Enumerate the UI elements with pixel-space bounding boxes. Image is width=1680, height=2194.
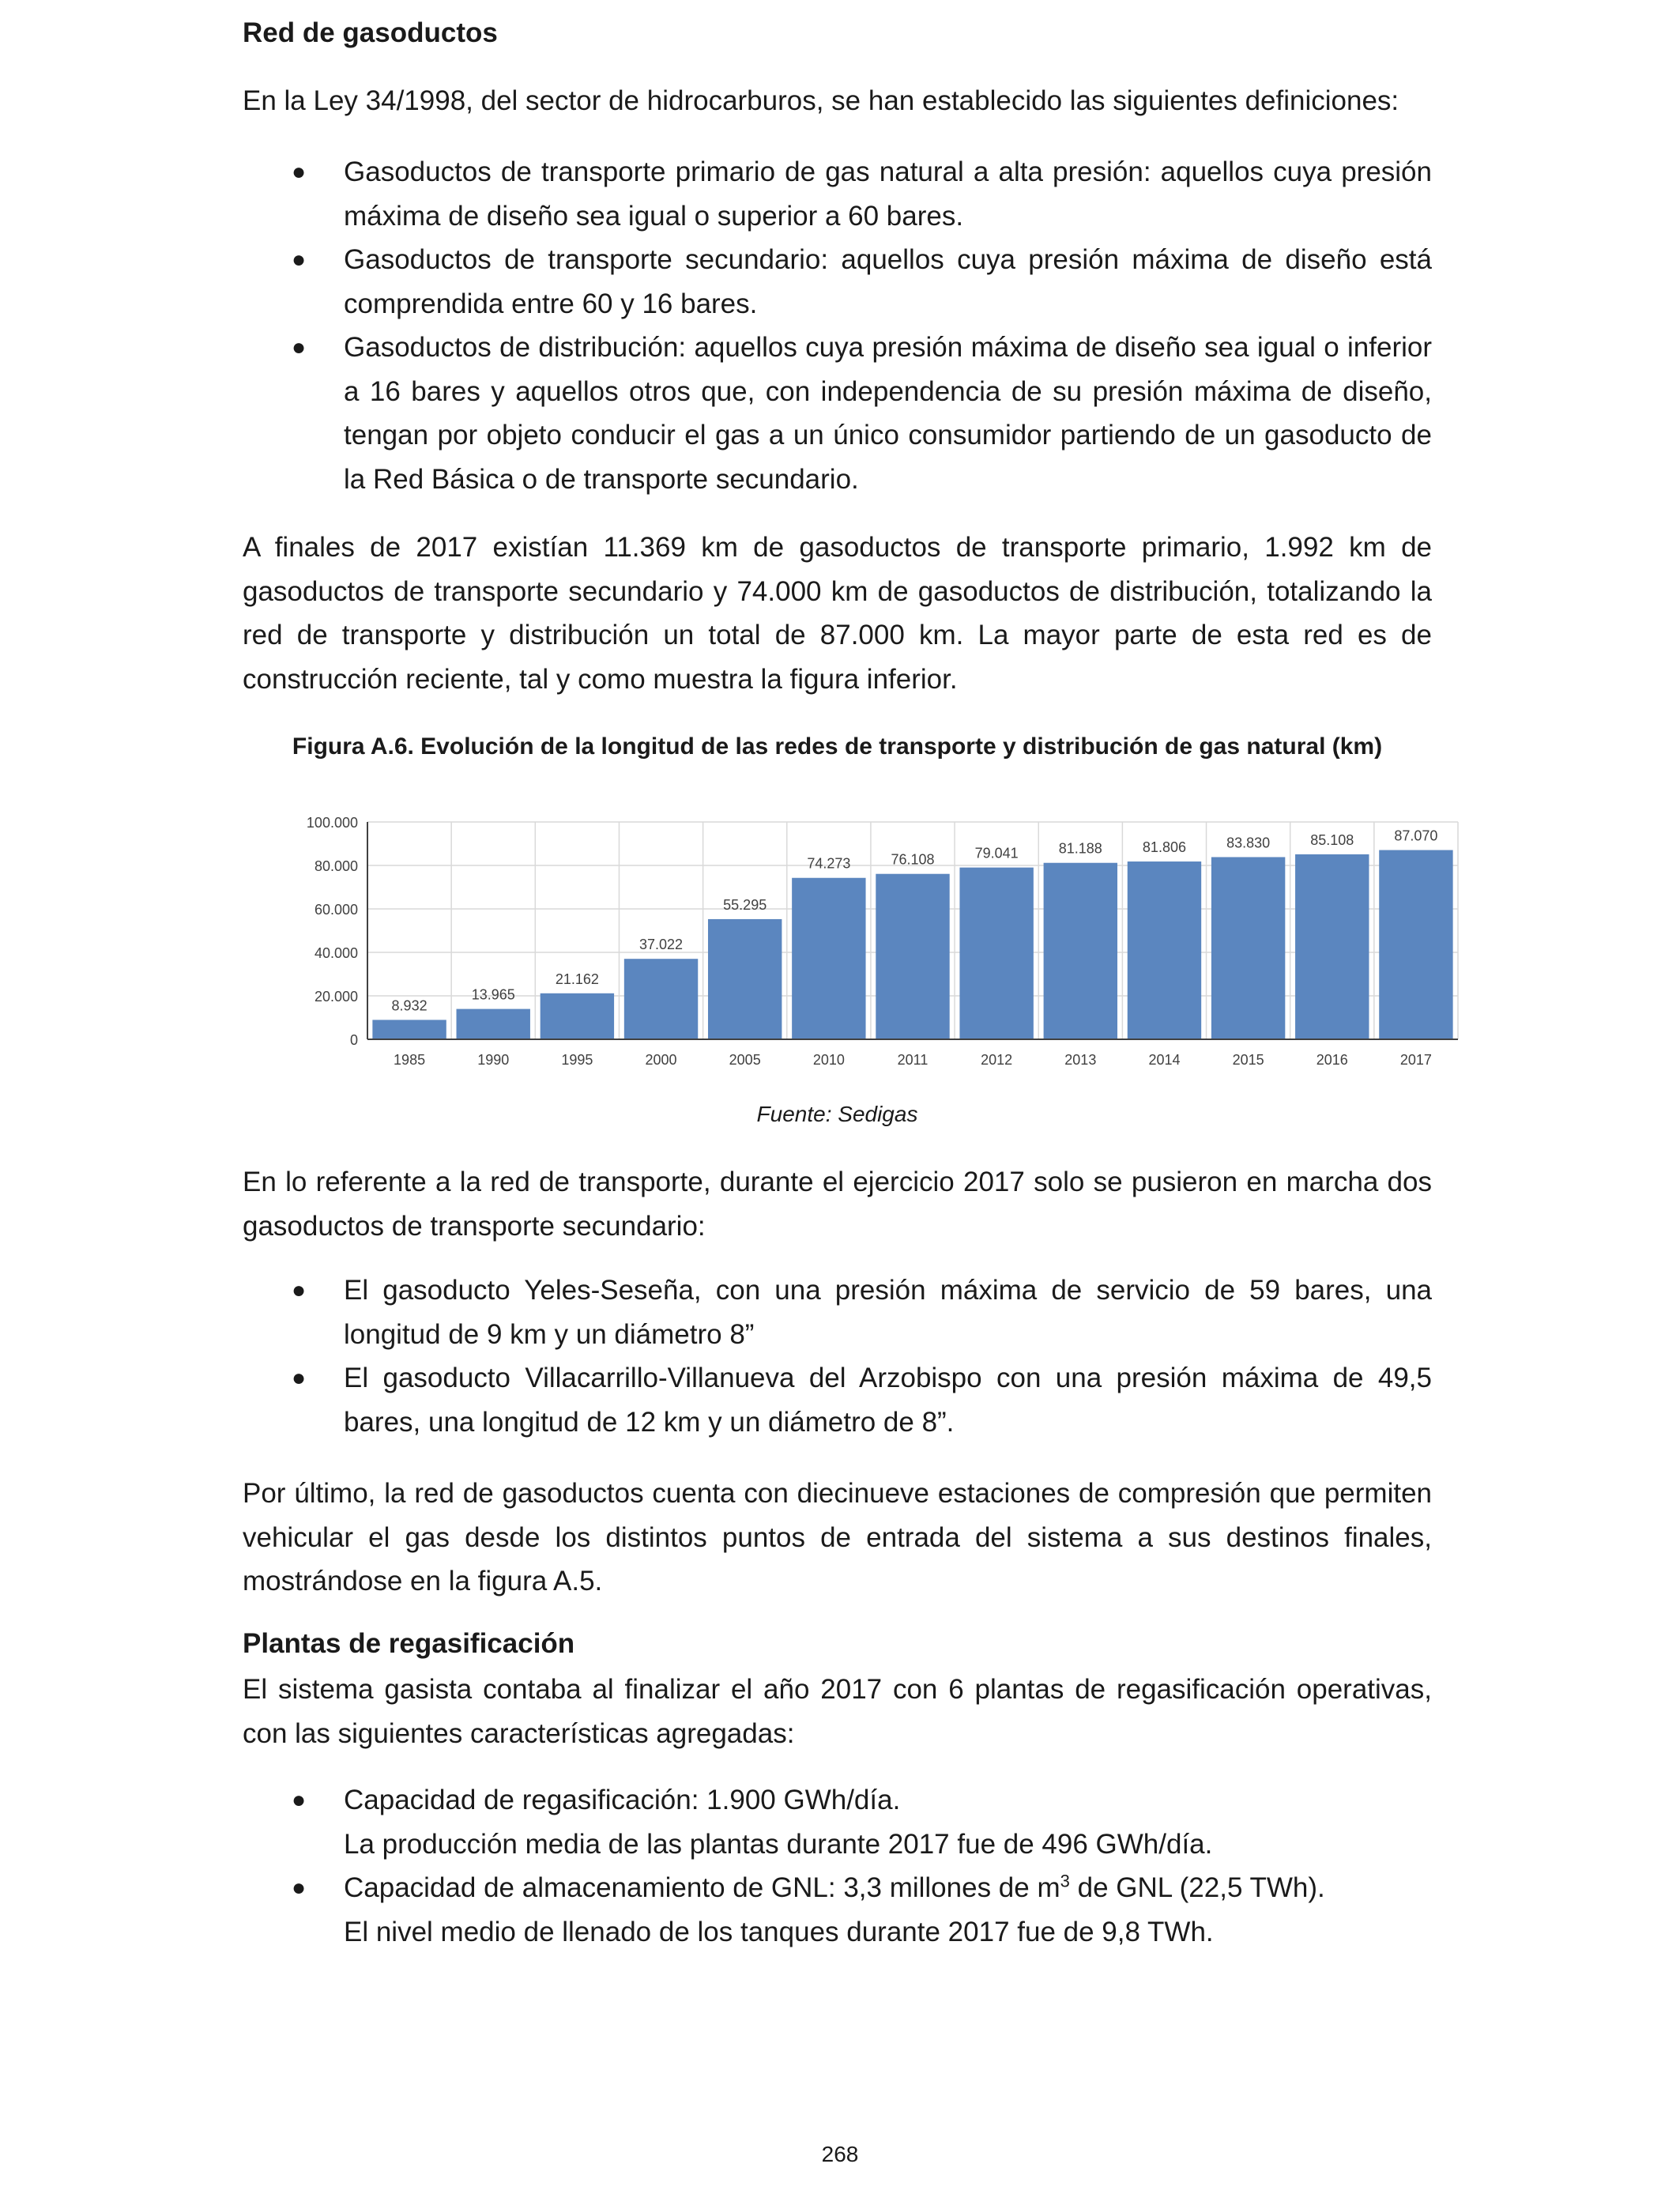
bar-value-label: 21.162 bbox=[555, 971, 599, 987]
x-tick-label: 2010 bbox=[812, 1052, 845, 1068]
bar-value-label: 76.108 bbox=[891, 851, 935, 868]
bullet-icon: ● bbox=[292, 1365, 307, 1391]
x-tick-label: 2015 bbox=[1232, 1052, 1264, 1068]
y-tick-label: 0 bbox=[349, 1032, 358, 1048]
bullet-icon: ● bbox=[292, 1787, 307, 1813]
regasification-list bbox=[243, 1778, 1432, 1954]
bar-1990 bbox=[457, 1009, 530, 1039]
y-tick-label: 20.000 bbox=[314, 989, 358, 1005]
figure-source: Fuente: Sedigas bbox=[756, 1102, 918, 1126]
bar-value-label: 13.965 bbox=[471, 986, 515, 1003]
section-heading-regasificacion: Plantas de regasificación bbox=[243, 1628, 575, 1659]
bar-value-label: 87.070 bbox=[1394, 827, 1438, 844]
bar-value-label: 85.108 bbox=[1310, 831, 1354, 848]
x-tick-label: 1985 bbox=[394, 1052, 426, 1068]
bar-2016 bbox=[1295, 854, 1369, 1039]
bullet-icon: ● bbox=[292, 1875, 307, 1901]
list-item: ● El gasoducto Villacarrillo-Villanueva del Arzobispo con una presión máxima de 49,5 bares, una longitud de 12 km y un diámetro de 8”. bbox=[243, 1356, 1432, 1444]
bar-chart bbox=[284, 806, 1470, 1083]
y-tick-label: 40.000 bbox=[314, 945, 358, 961]
bar-1995 bbox=[541, 993, 614, 1039]
y-tick-label: 60.000 bbox=[314, 902, 358, 918]
bar-2015 bbox=[1211, 857, 1285, 1039]
bar-value-label: 74.273 bbox=[807, 855, 851, 872]
compression-paragraph: Por último, la red de gasoductos cuenta con diecinueve estaciones de compresión que permiten vehicular el gas desde los distintos puntos de entrada del sistema a sus destinos finales, mostrándose en la figura A.5. bbox=[243, 1478, 1432, 1596]
bar-2010 bbox=[792, 878, 865, 1039]
figure-caption: Figura A.6. Evolución de la longitud de las redes de transporte y distribución de gas natural (km) bbox=[292, 733, 1383, 760]
bar-2012 bbox=[959, 868, 1033, 1039]
bar-value-label: 81.188 bbox=[1058, 840, 1102, 857]
list-item: ● El gasoducto Yeles-Seseña, con una presión máxima de servicio de 59 bares, una longitud de 9 km y un diámetro 8” bbox=[243, 1269, 1432, 1356]
bar-2013 bbox=[1044, 863, 1117, 1039]
y-tick-label: 100.000 bbox=[306, 815, 358, 831]
bar-value-label: 37.022 bbox=[639, 937, 684, 953]
list-item: ● Capacidad de almacenamiento de GNL: 3,3 millones de $m^3$ de GNL (22,5 TWh). El nivel medio de llenado de los tanques durante 2017 fue de 9,8 TWh. bbox=[243, 1866, 1432, 1954]
bar-value-label: 83.830 bbox=[1226, 835, 1271, 851]
bar-value-label: 81.806 bbox=[1142, 839, 1186, 856]
definitions-list bbox=[243, 150, 1432, 501]
x-tick-label: 2012 bbox=[981, 1052, 1013, 1068]
regasification-intro: El sistema gasista contaba al finalizar el año 2017 con 6 plantas de regasificación operativas, con las siguientes características agregadas: bbox=[243, 1674, 1432, 1749]
pipelines-list bbox=[243, 1269, 1432, 1444]
bar-value-label: 79.041 bbox=[974, 845, 1019, 861]
y-tick-label: 80.000 bbox=[314, 858, 358, 874]
chart-bars bbox=[372, 850, 1452, 1039]
network-summary-paragraph: A finales de 2017 existían 11.369 km de gasoductos de transporte primario, 1.992 km de gasoductos de transporte secundario y 74.000 km de gasoductos de distribución, totalizando la red de transporte y distribución un total de 87.000 km. La mayor parte de esta red es de construcción reciente, tal y como muestra la figura inferior. bbox=[243, 532, 1432, 695]
list-item: ● Gasoductos de transporte primario de gas natural a alta presión: aquellos cuya presión máxima de diseño sea igual o superior a 60 bares. bbox=[243, 150, 1432, 238]
bullet-icon: ● bbox=[292, 247, 307, 273]
list-item: ● Capacidad de regasificación: 1.900 GWh/día. La producción media de las plantas durante 2017 fue de 496 GWh/día. bbox=[243, 1778, 1432, 1866]
section-heading-gasoductos: Red de gasoductos bbox=[243, 17, 498, 48]
x-tick-label: 2005 bbox=[729, 1052, 761, 1068]
x-tick-label: 2000 bbox=[645, 1052, 677, 1068]
x-tick-label: 2017 bbox=[1399, 1052, 1432, 1068]
list-item: ● Gasoductos de transporte secundario: aquellos cuya presión máxima de diseño está comprendida entre 60 y 16 bares. bbox=[243, 238, 1432, 326]
bullet-icon: ● bbox=[292, 334, 307, 360]
bar-value-label: 8.932 bbox=[391, 997, 428, 1014]
bullet-icon: ● bbox=[292, 1277, 307, 1303]
page-number: 268 bbox=[821, 2142, 859, 2166]
bar-2011 bbox=[876, 874, 949, 1039]
bar-2005 bbox=[708, 919, 782, 1039]
list-item: ● Gasoductos de distribución: aquellos cuya presión máxima de diseño sea igual o inferior a 16 bares y aquellos otros que, con independencia de su presión máxima de diseño, tengan por objeto conducir el gas a un único consumidor partiendo de un gasoducto de la Red Básica o de transporte secundario. bbox=[243, 326, 1432, 501]
x-tick-label: 2011 bbox=[897, 1052, 929, 1068]
x-tick-label: 2013 bbox=[1064, 1052, 1097, 1068]
x-tick-label: 2016 bbox=[1316, 1052, 1348, 1068]
bar-2017 bbox=[1379, 850, 1452, 1039]
bar-value-label: 55.295 bbox=[723, 896, 767, 913]
intro-paragraph: En la Ley 34/1998, del sector de hidrocarburos, se han establecido las siguientes definiciones: bbox=[243, 85, 1399, 116]
x-tick-label: 1990 bbox=[477, 1052, 510, 1068]
transport-paragraph: En lo referente a la red de transporte, durante el ejercicio 2017 solo se pusieron en marcha dos gasoductos de transporte secundario: bbox=[243, 1167, 1432, 1242]
bar-2000 bbox=[624, 959, 698, 1039]
bar-1985 bbox=[372, 1020, 446, 1039]
x-tick-label: 1995 bbox=[561, 1052, 593, 1068]
bullet-icon: ● bbox=[292, 159, 307, 185]
x-tick-label: 2014 bbox=[1148, 1052, 1181, 1068]
bar-2014 bbox=[1128, 861, 1201, 1039]
